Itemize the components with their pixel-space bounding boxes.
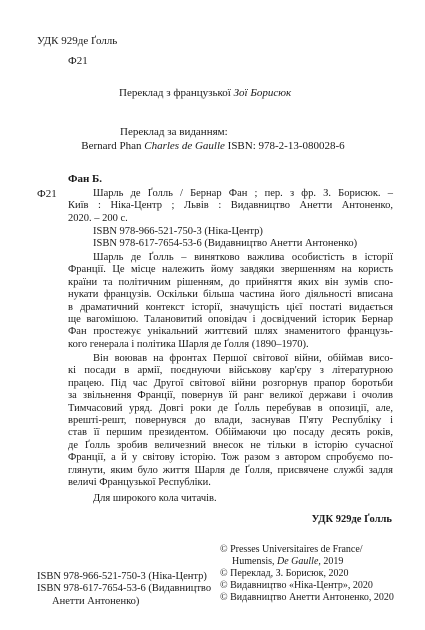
catalog-code: Ф21 (37, 188, 57, 200)
bottom-isbn-block (37, 571, 211, 608)
abstract-line: ще вагомішою. Талановитий оповідач і досвідчений історик Бернар (68, 314, 393, 326)
abstract-paragraph-1 (68, 252, 393, 351)
translator-name: Зої Борисюк (233, 87, 292, 99)
translation-credit (119, 87, 291, 100)
abstract-line: Тимчасовий уряд. Довгі роки де Ґолль перебував в опозиції, але, (68, 402, 393, 414)
isbn-line: ISBN 978-966-521-750-3 (Ніка-Центр) (93, 226, 263, 237)
abstract-line: де Ґолль зробив величезний внесок не тільки в історію сучасної (68, 439, 393, 451)
audience-note: Для широкого кола читачів. (93, 493, 217, 504)
copyright-block (220, 544, 394, 604)
abstract-line: врешті-решт, повернувся до влади, заснував П'яту Республіку і (68, 415, 393, 427)
abstract-line: за звільнення Франції, повернув їй ранг великої держави і очолив (68, 390, 393, 402)
abstract-line: в драматичний контекст історії, значущість цієї постаті видається (68, 301, 393, 313)
abstract-line: нукати французів. Оскільки більша частина його діяльності вписана (68, 289, 393, 301)
abstract-line: Франції. Це місце належить йому завдяки звершенням на користь (68, 264, 393, 276)
footer-udk: УДК 929де Ґолль (311, 514, 392, 525)
copyright-year: , 2019 (318, 556, 344, 567)
abstract-line: Франції, а й у світову історію. Тож разом з автором спробуємо по- (68, 452, 393, 464)
isbn-line: ISBN 978-617-7654-53-6 (Видавництво Анетти Антоненко) (93, 238, 358, 250)
abstract-line: кі посади в армії, поєднуючи військову кар'єру з літературною (68, 365, 393, 377)
abstract-line: глянути, яким було життя Шарля де Ґолля, присвячене службі задля (68, 464, 393, 476)
copyright-line: © Видавництво Анетти Антоненко, 2020 (220, 592, 394, 603)
copyright-line: © Видавництво «Ніка-Центр», 2020 (220, 580, 373, 591)
abstract-paragraph-2 (68, 353, 393, 489)
abstract-line: Шарль де Ґолль – винятково важлива особистість в історії (93, 252, 393, 263)
desc-line: Шарль де Ґолль / Бернар Фан ; пер. з фр. З. Борисюк. – (93, 188, 393, 199)
source-edition (38, 140, 388, 153)
catalog-isbn-block (93, 226, 357, 251)
desc-line: 2020. – 200 с. (68, 212, 128, 224)
copyright-publisher: Humensis, (232, 556, 277, 567)
catalog-author-heading: Фан Б. (68, 173, 103, 185)
abstract-line: Він воював на фронтах Першої світової війни, обіймав висо- (93, 353, 393, 364)
translation-prefix: Переклад з французької (119, 87, 234, 99)
udk-header: УДК 929де Ґолль (37, 35, 118, 47)
abstract-line: Фан простежує унікальний життєвий шлях знаменитого французь- (68, 326, 393, 338)
copyright-line: © Presses Universitaires de France/ (220, 544, 363, 555)
source-edition-label: Переклад за виданням: (120, 126, 228, 138)
copyright-title: De Gaulle (277, 556, 319, 567)
abstract-line: працею. Під час Другої світової війни розгорнув прапор боротьби (68, 377, 393, 389)
bottom-isbn-line: ISBN 978-617-7654-53-6 (Видавництво (37, 583, 212, 595)
abstract-line: величі Французької Республіки. (68, 477, 211, 489)
bbk-code: Ф21 (68, 55, 88, 67)
source-isbn: ISBN: 978-2-13-080028-6 (224, 140, 345, 152)
catalog-description (68, 188, 393, 225)
desc-line: Київ : Ніка-Центр ; Львів : Видавництво Анетти Антоненко, (68, 200, 393, 212)
source-title: Charles de Gaulle (144, 140, 225, 152)
abstract-line: країни та політичним рішенням, до прийняття яких він зумів спо- (68, 276, 393, 288)
source-author: Bernard Phan (81, 140, 145, 152)
copyright-line-2 (220, 556, 394, 568)
bottom-isbn-line: ISBN 978-966-521-750-3 (Ніка-Центр) (37, 571, 207, 582)
abstract-line: став її першим президентом. Обіймаючи цю посаду десять років, (68, 427, 393, 439)
copyright-line: © Переклад, З. Борисюк, 2020 (220, 568, 349, 579)
abstract-line: кого генерала і політика Шарля де Ґолля (1890–1970). (68, 338, 309, 350)
bottom-isbn-line: Анетти Антоненко) (52, 595, 140, 607)
